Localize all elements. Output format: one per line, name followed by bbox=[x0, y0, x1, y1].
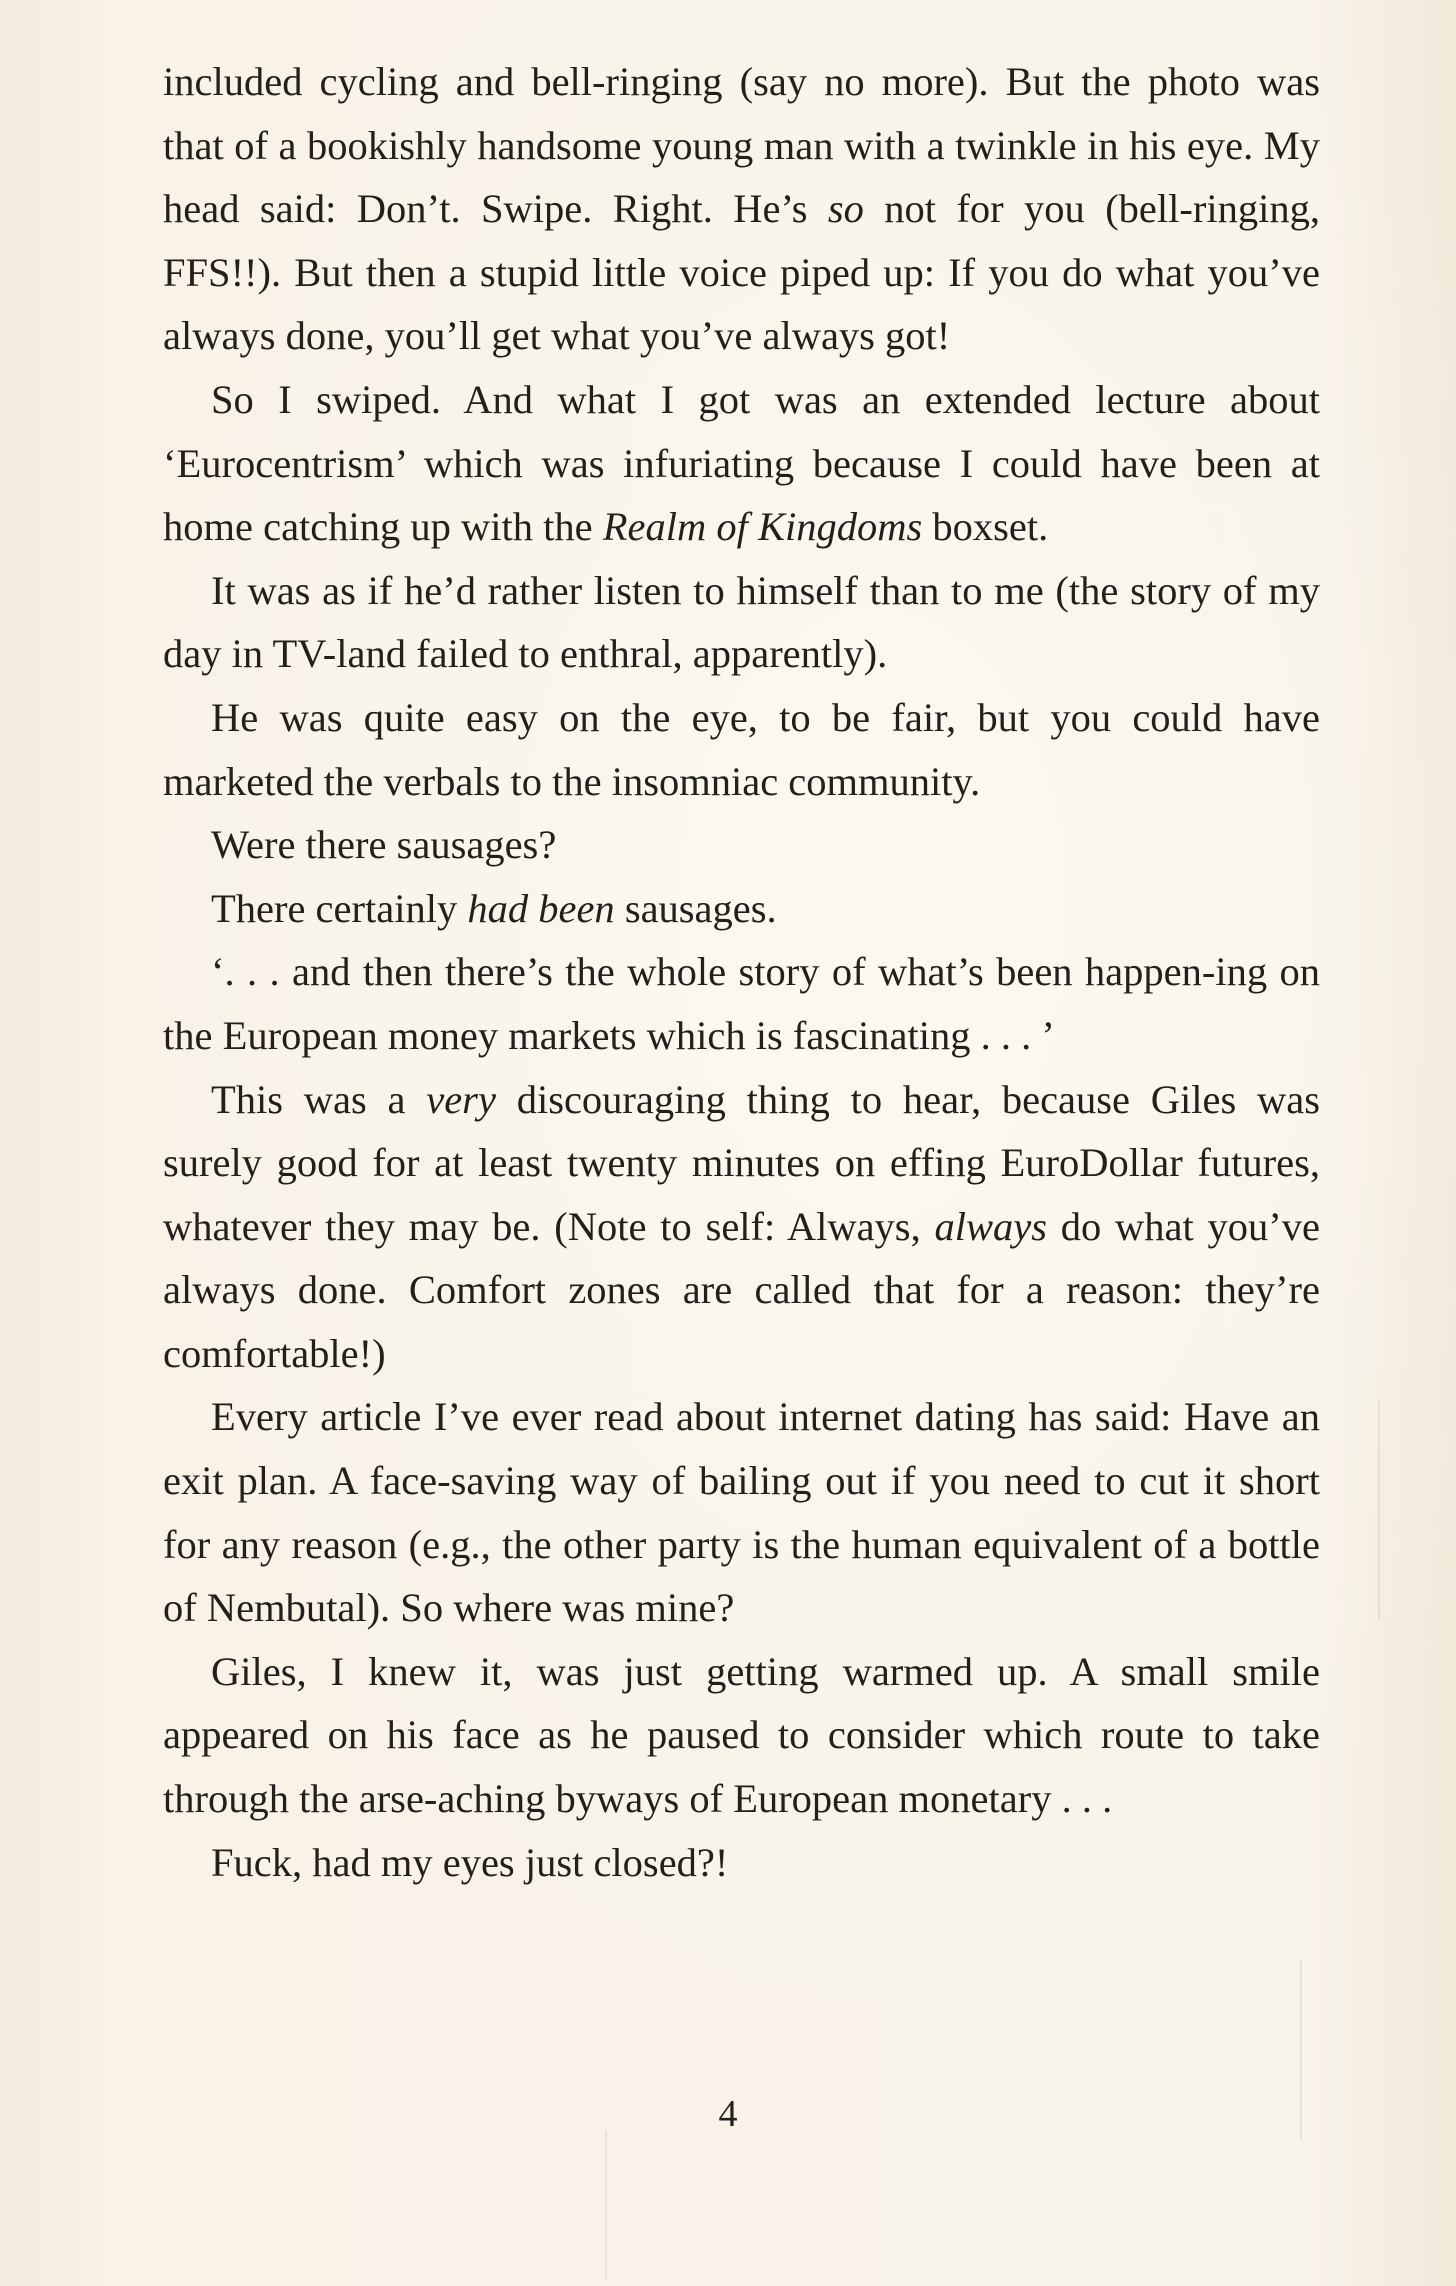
paragraph: Giles, I knew it, was just getting warmed up. A small smile appeared on his face as he paused to consider which route to take through the arse-aching byways of European monetary . . . bbox=[163, 1648, 1320, 1822]
text-run: discouraging thing to hear, because Giles was surely good for at least twenty minutes on effing EuroDollar futures, whatever they may be. (Note to self: Always, bbox=[163, 1076, 1320, 1249]
paragraph bbox=[163, 50, 1320, 368]
emphasis-text: always bbox=[934, 1203, 1047, 1249]
book-title: Realm of Kingdoms bbox=[602, 504, 923, 550]
paragraph: Were there sausages? bbox=[211, 822, 557, 868]
paragraph: He was quite easy on the eye, to be fair, but you could have marketed the verbals to the insomniac community. bbox=[163, 694, 1320, 804]
emphasis-text: so bbox=[827, 186, 864, 232]
paragraph: ‘. . . and then there’s the whole story of what’s been happen-ing on the European money markets which is fascinating . . . ’ bbox=[163, 949, 1320, 1058]
paragraph bbox=[163, 368, 1320, 559]
bleed-through-mark bbox=[605, 2130, 607, 2280]
body-text bbox=[163, 50, 1320, 1894]
text-run: So I swiped. And what I got was an extended lecture about ‘Eurocentrism’ which was infuriating because I could have been at home catching up with the bbox=[163, 376, 1320, 550]
text-run: boxset. bbox=[922, 504, 1049, 550]
text-run: do what you’ve always done. Comfort zones are called that for a reason: they’re comfortable!) bbox=[163, 1203, 1320, 1376]
emphasis-text: had been bbox=[467, 885, 615, 931]
paragraph bbox=[163, 877, 1320, 941]
page-number: 4 bbox=[718, 2093, 738, 2135]
text-run: This was a bbox=[211, 1076, 427, 1122]
emphasis-text: very bbox=[426, 1076, 496, 1122]
text-run: sausages. bbox=[614, 885, 777, 931]
text-run: included cycling and bell-ringing (say no more). But the photo was that of a bookishly handsome young man with a twinkle in his eye. My head said: Don’t. Swipe. Right. He’s bbox=[163, 59, 1320, 232]
text-run: There certainly bbox=[211, 885, 468, 931]
paragraph bbox=[163, 1068, 1320, 1386]
paragraph: It was as if he’d rather listen to himself than to me (the story of my day in TV-land failed to enthral, apparently). bbox=[163, 567, 1320, 677]
text-run: not for you (bell-ringing, FFS!!). But then a stupid little voice piped up: If you do what you’ve always done, you’ll get what you’ve always got! bbox=[163, 186, 1321, 359]
paragraph: Fuck, had my eyes just closed?! bbox=[211, 1839, 729, 1885]
paragraph: Every article I’ve ever read about internet dating has said: Have an exit plan. A face-saving way of bailing out if you need to cut it short for any reason (e.g., the other party is the human equivalent of a bottle of Nembutal). So where was mine? bbox=[163, 1394, 1320, 1631]
bleed-through-mark bbox=[1378, 1400, 1380, 1620]
